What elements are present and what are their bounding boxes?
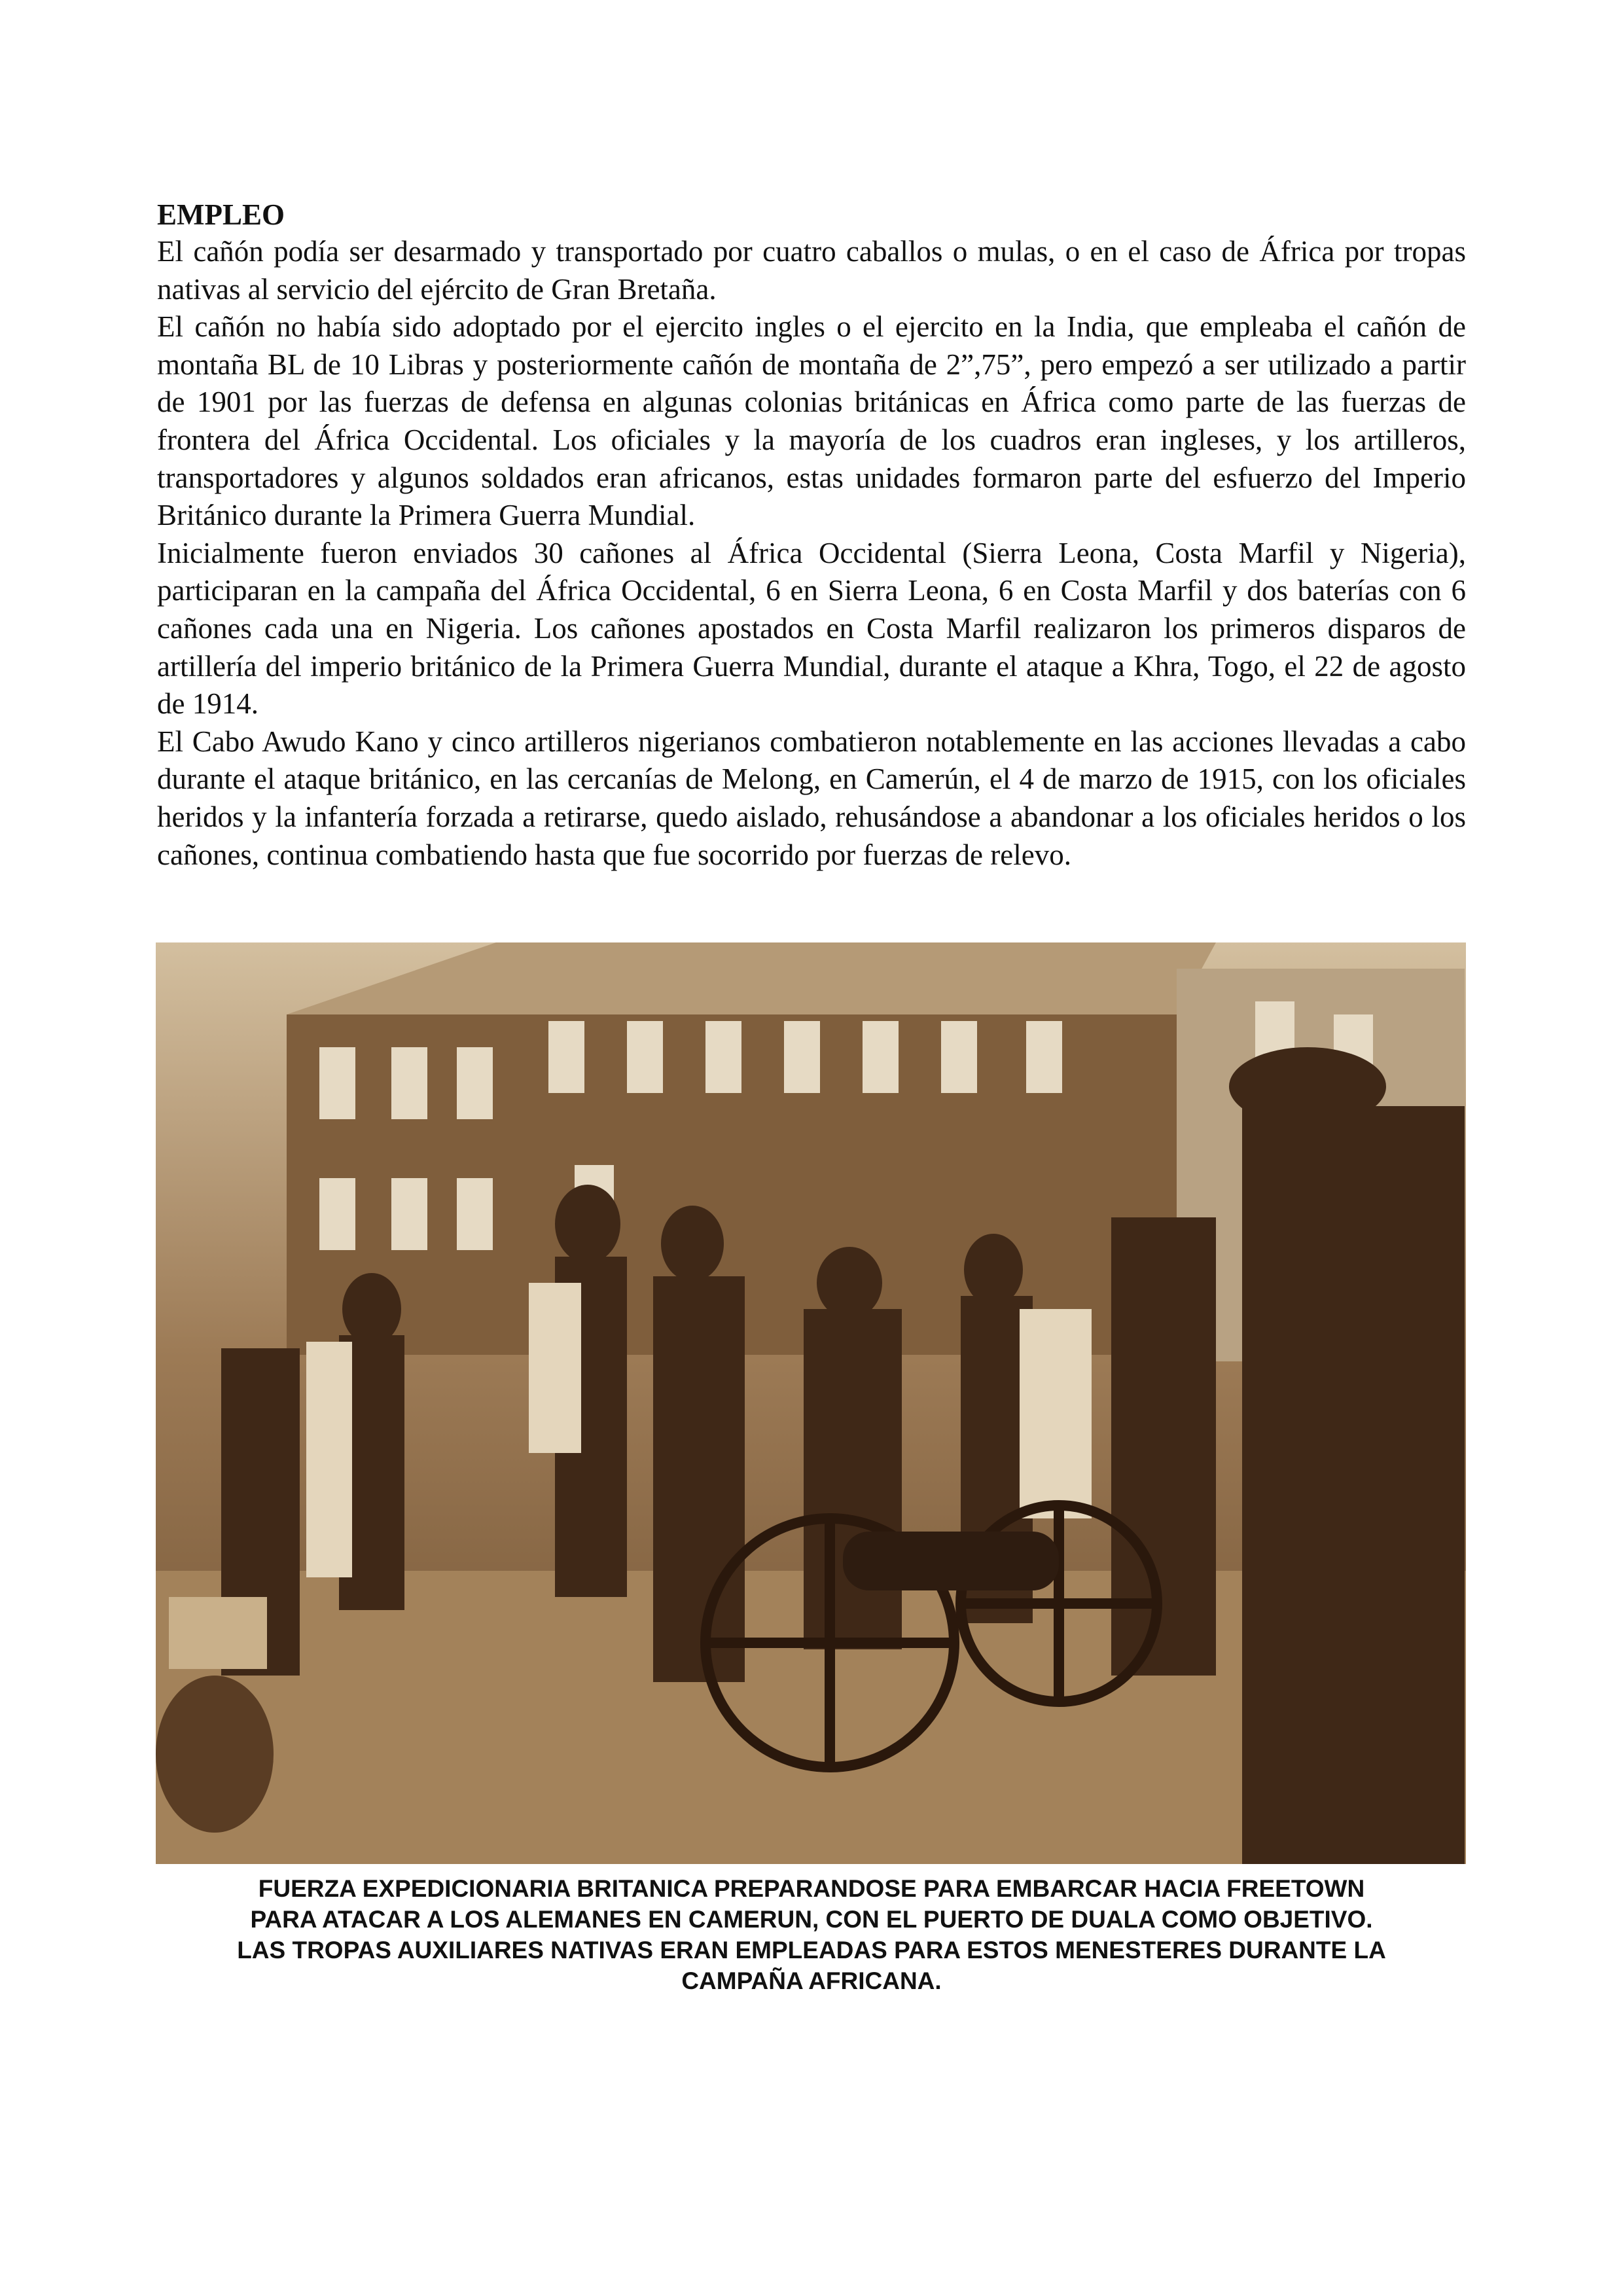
photo-caption — [157, 1873, 1466, 1996]
supply-bundle — [156, 1676, 274, 1833]
paragraph-1: El cañón podía ser desarmado y transportado por cuatro caballos o mulas, o en el caso de África por tropas nativas al servicio del ejército de Gran Bretaña. — [157, 235, 1466, 306]
document-body — [157, 196, 1466, 874]
caption-line: PARA ATACAR A LOS ALEMANES EN CAMERUN, CON EL PUERTO DE DUALA COMO OBJETIVO. — [250, 1906, 1373, 1933]
paragraph-3: Inicialmente fueron enviados 30 cañones al África Occidental (Sierra Leona, Costa Marfil y Nigeria), participaran en la campaña del África Occidental, 6 en Sierra Leona, 6 en Costa Marfil y dos baterías con 6 cañones cada una en Nigeria. Los cañones apostados en Costa Marfil realizaron los primeros disparos de artillería del imperio británico de la Primera Guerra Mundial, durante el ataque a Khra, Togo, el 22 de agosto de 1914. — [157, 536, 1466, 721]
caption-line: CAMPAÑA AFRICANA. — [681, 1967, 942, 1994]
gun-barrel — [843, 1532, 1059, 1590]
historical-photograph — [156, 942, 1466, 1864]
paragraph-4: El Cabo Awudo Kano y cinco artilleros nigerianos combatieron notablemente en las acciones llevadas a cabo durante el ataque británico, en las cercanías de Melong, en Camerún, el 4 de marzo de 1915, con los oficiales heridos y la infantería forzada a retirarse, quedo aislado, rehusándose a abandonar a los oficiales heridos o los cañones, continua combatiendo hasta que fue socorrido por fuerzas de relevo. — [157, 725, 1466, 871]
section-heading: EMPLEO — [157, 198, 285, 231]
photo-illustration — [156, 942, 1466, 1864]
caption-line: LAS TROPAS AUXILIARES NATIVAS ERAN EMPLEADAS PARA ESTOS MENESTERES DURANTE LA — [237, 1937, 1386, 1964]
supply-crate — [169, 1597, 267, 1669]
caption-line: FUERZA EXPEDICIONARIA BRITANICA PREPARANDOSE PARA EMBARCAR HACIA FREETOWN — [258, 1875, 1365, 1902]
paragraph-2: El cañón no había sido adoptado por el ejercito ingles o el ejercito en la India, que empleaba el cañón de montaña BL de 10 Libras y posteriormente cañón de montaña de 2”,75”, pero empezó a ser utilizado a partir de 1901 por las fuerzas de defensa en algunas colonias británicas en África como parte de las fuerzas de frontera del África Occidental. Los oficiales y la mayoría de los cuadros eran ingleses, y los artilleros, transportadores y algunos soldados eran africanos, estas unidades formaron parte del esfuerzo del Imperio Británico durante la Primera Guerra Mundial. — [157, 310, 1466, 532]
